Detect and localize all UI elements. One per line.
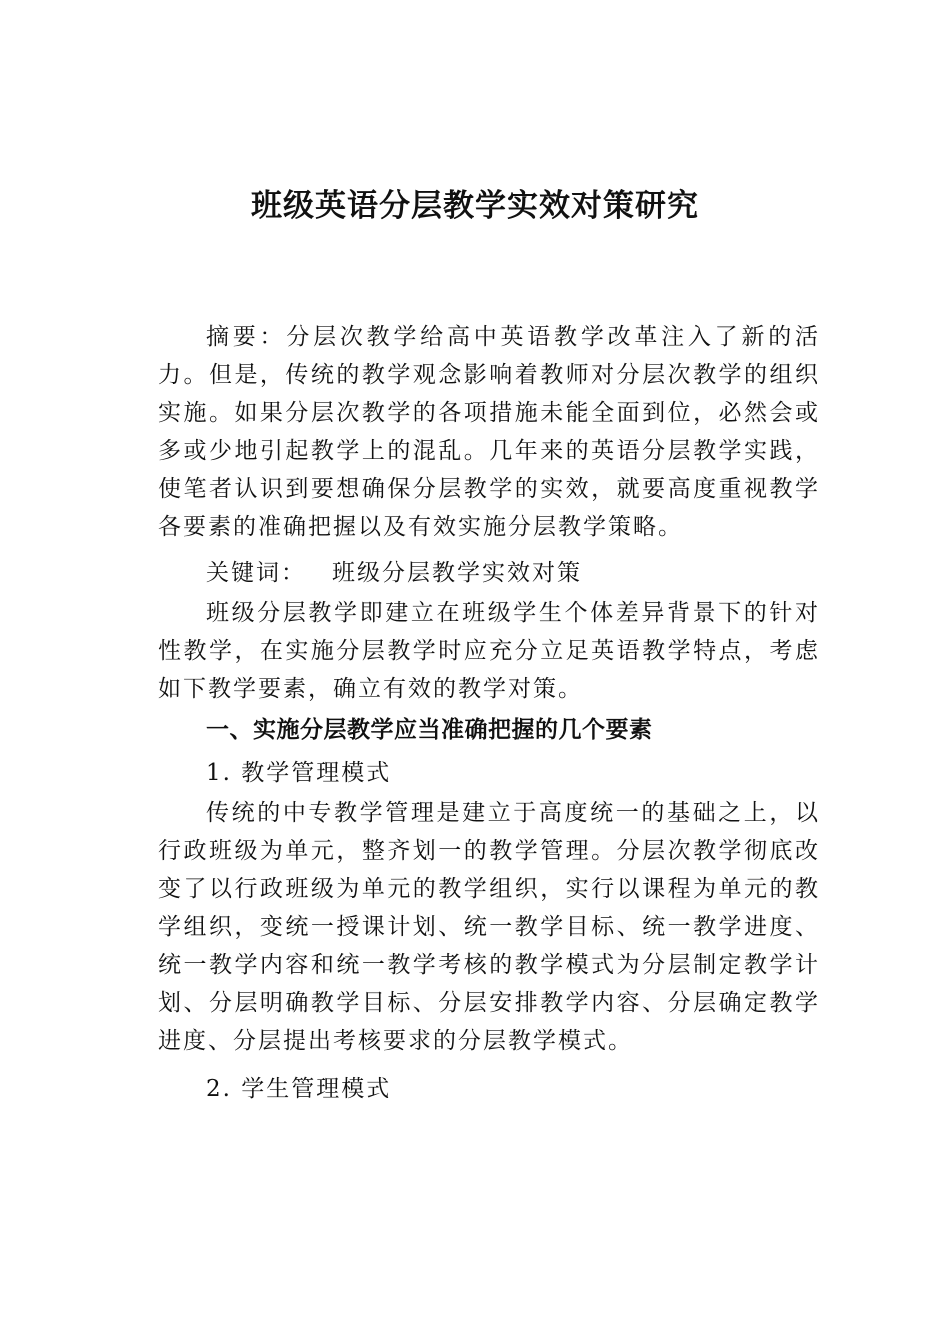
- keywords-value: 班级分层教学实效对策: [332, 560, 582, 586]
- intro-paragraph: 班级分层教学即建立在班级学生个体差异背景下的针对性教学，在实施分层教学时应充分立足英语教学特点，考虑如下教学要素，确立有效的教学对策。: [158, 600, 820, 702]
- section-heading-1: 一、实施分层教学应当准确把握的几个要素: [206, 717, 653, 743]
- subsection-heading-1: 1. 教学管理模式: [206, 760, 392, 786]
- subsection-heading-2: 2. 学生管理模式: [206, 1076, 392, 1102]
- subsection-1-paragraph: 传统的中专教学管理是建立于高度统一的基础之上，以行政班级为单元，整齐划一的教学管理。分层次教学彻底改变了以行政班级为单元的教学组织，实行以课程为单元的教学组织，变统一授课计划、统一教学目标、统一教学进度、统一教学内容和统一教学考核的教学模式为分层制定教学计划、分层明确教学目标、分层安排教学内容、分层确定教学进度、分层提出考核要求的分层教学模式。: [158, 800, 820, 1054]
- abstract-paragraph: 摘要：分层次教学给高中英语教学改革注入了新的活力。但是，传统的教学观念影响着教师对分层次教学的组织实施。如果分层次教学的各项措施未能全面到位，必然会或多或少地引起教学上的混乱。几年来的英语分层教学实践，使笔者认识到要想确保分层教学的实效，就要高度重视教学各要素的准确把握以及有效实施分层教学策略。: [158, 324, 820, 540]
- keywords-line: [158, 554, 820, 592]
- document-body: [158, 318, 820, 1110]
- document-title: 班级英语分层教学实效对策研究: [251, 188, 699, 224]
- keywords-label: 关键词：: [206, 560, 306, 586]
